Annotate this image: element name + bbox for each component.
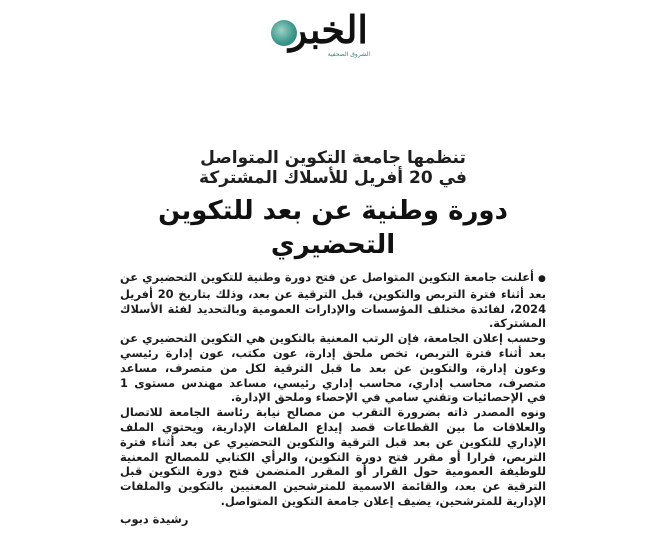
article-headline: دورة وطنية عن بعد للتكوين التحضيري [158,196,508,260]
kicker-line-1: تنظمها جامعة التكوين المتواصل [200,148,466,168]
article-body [120,270,546,509]
paragraph-1 [120,270,546,331]
article-byline: رشيدة دبوب [120,511,189,526]
kicker-line-2: في 20 أفريل للأسلاك المشتركة [199,168,467,188]
logo-wordmark: الخبر [288,7,368,52]
bullet-icon: ● [537,274,546,284]
article-clipping [120,148,546,548]
paragraph-2: وحسب إعلان الجامعة، فإن الرتب المعنية بالتكوين هي التكوين التحضيري عن بعد أثناء فترة التربص، تخص ملحق إدارة، عون مكتب، عون إدارة رئيسي وعون إدارة، والتكوين عن بعد ما قبل الترقية لكل من متصرف، مساعد متصرف، محاسب إداري، محاسب إداري رئيسي، مساعد مهندس مستوى 1 في الإحصائيات وتقني سامي في الإحصاء وملحق الإدارة. [120,331,546,405]
paragraph-1-text: أعلنت جامعة التكوين المتواصل عن فتح دورة وطنية للتكوين التحضيري عن بعد أثناء فترة التربص والتكوين، قبل الترقية عن بعد، وذلك بتاريخ 20 أفريل 2024، لفائدة مختلف المؤسسات والإدارات العمومية وبالتحديد لفئة الأسلاك المشتركة. [120,270,547,331]
newspaper-logo [268,7,372,64]
logo-tagline: الشروق الصحفية [327,51,370,58]
paragraph-3: ونوه المصدر ذاته بضرورة التقرب من مصالح نيابة رئاسة الجامعة للاتصال والعلاقات ما بين القطاعات قصد إيداع الملفات الإدارية، ويحتوي الملف الإداري للتكوين عن بعد قبل الترقية والتكوين التحضيري عن بعد أثناء فترة التربص، قرارا أو مقرر فتح دورة التكوين، والرأي الكتابي للمصالح المعنية للوظيفة العمومية حول القرار أو المقرر المتضمن فتح دورة التكوين قبل الترقية عن بعد، والقائمة الاسمية للمترشحين المعنيين بالتكوين والملفات الإدارية للمترشحين، يضيف إعلان جامعة التكوين المتواصل. [120,405,546,508]
